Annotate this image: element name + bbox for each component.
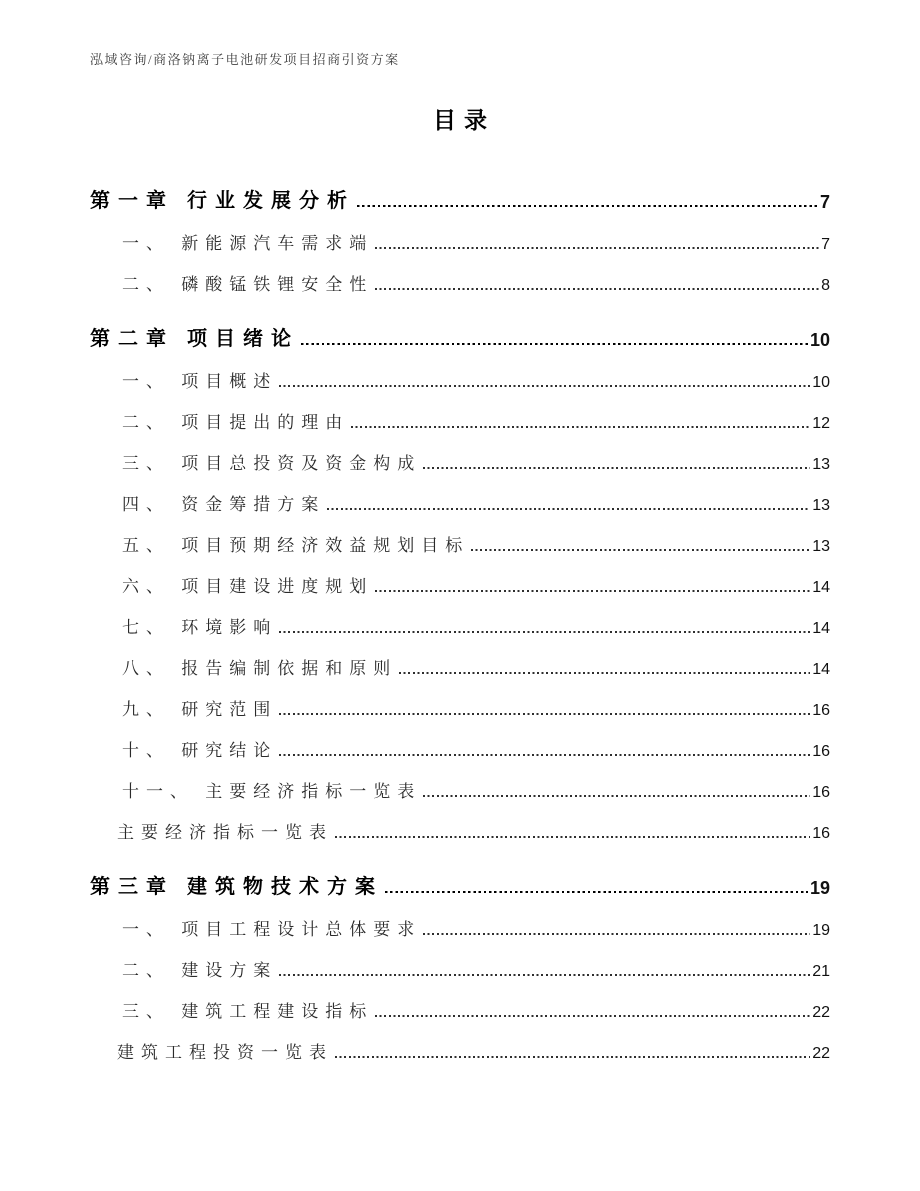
- toc-entry-page: 22: [812, 1045, 830, 1062]
- toc-entry[interactable]: [90, 213, 830, 254]
- toc-entry-label: 十一、 主要经济指标一览表: [122, 782, 422, 801]
- toc-entry-page: 16: [812, 743, 830, 760]
- toc-entry-page: 7: [819, 192, 830, 212]
- toc-entry-label: 第三章 建筑物技术方案: [90, 876, 383, 898]
- toc-entry[interactable]: [90, 556, 830, 597]
- toc-entry-page: 16: [812, 702, 830, 719]
- toc-entry-label: 九、 研究范围: [122, 700, 278, 719]
- toc-entry-label: 十、 研究结论: [122, 741, 278, 760]
- toc-dot-leader: [279, 631, 810, 633]
- toc-dot-leader: [423, 467, 810, 469]
- toc-entry-label: 第一章 行业发展分析: [90, 190, 355, 212]
- toc-entry-label: 七、 环境影响: [122, 618, 278, 637]
- toc-entry-label: 第二章 项目绪论: [90, 328, 299, 350]
- page-title: 目录: [433, 108, 495, 133]
- toc-entry-label: 三、 项目总投资及资金构成: [122, 454, 422, 473]
- toc-entry-page: 10: [809, 330, 830, 350]
- toc-dot-leader: [279, 974, 810, 976]
- toc-entry-page: 16: [812, 784, 830, 801]
- toc-entry-label: 建筑工程投资一览表: [117, 1043, 333, 1062]
- toc-entry-label: 六、 项目建设进度规划: [122, 577, 374, 596]
- toc-entry-label: 二、 项目提出的理由: [122, 413, 350, 432]
- toc-dot-leader: [375, 1015, 810, 1017]
- toc-entry[interactable]: [90, 802, 830, 843]
- toc-entry-page: 14: [812, 620, 830, 637]
- toc-entry[interactable]: [90, 981, 830, 1022]
- toc-entry-label: 四、 资金筹措方案: [122, 495, 326, 514]
- toc-entry-page: 14: [812, 579, 830, 596]
- toc-entry-label: 二、 建设方案: [122, 961, 278, 980]
- toc-entry-label: 主要经济指标一览表: [117, 823, 333, 842]
- toc-dot-leader: [375, 288, 819, 290]
- toc-dot-leader: [351, 426, 810, 428]
- toc-entry[interactable]: [90, 940, 830, 981]
- toc-dot-leader: [327, 508, 810, 510]
- toc-entry-page: 7: [821, 236, 830, 253]
- toc-entry-label: 二、 磷酸锰铁锂安全性: [122, 275, 374, 294]
- toc-entry-label: 八、 报告编制依据和原则: [122, 659, 398, 678]
- toc-entry[interactable]: [90, 720, 830, 761]
- toc-entry[interactable]: [90, 679, 830, 720]
- toc-entry[interactable]: [90, 433, 830, 474]
- toc-entry[interactable]: [90, 597, 830, 638]
- toc-dot-leader: [279, 713, 810, 715]
- toc-entry-label: 一、 项目概述: [122, 372, 278, 391]
- toc-dot-leader: [385, 891, 808, 893]
- toc-dot-leader: [279, 754, 810, 756]
- toc-entry[interactable]: [90, 638, 830, 679]
- toc-entry[interactable]: [90, 351, 830, 392]
- toc-entry-page: 10: [812, 374, 830, 391]
- toc-entry-page: 19: [812, 922, 830, 939]
- toc-dot-leader: [375, 247, 819, 249]
- toc-entry-label: 五、 项目预期经济效益规划目标: [122, 536, 470, 555]
- toc-entry[interactable]: [90, 474, 830, 515]
- table-of-contents: [90, 167, 830, 1063]
- toc-entry-page: 16: [812, 825, 830, 842]
- toc-dot-leader: [301, 343, 808, 345]
- toc-entry[interactable]: [90, 761, 830, 802]
- toc-entry-page: 14: [812, 661, 830, 678]
- toc-entry[interactable]: [90, 515, 830, 556]
- toc-entry[interactable]: [90, 167, 830, 213]
- toc-entry[interactable]: [90, 305, 830, 351]
- toc-entry-page: 13: [812, 497, 830, 514]
- toc-entry[interactable]: [90, 1022, 830, 1063]
- toc-dot-leader: [399, 672, 810, 674]
- toc-dot-leader: [471, 549, 810, 551]
- toc-dot-leader: [279, 385, 810, 387]
- toc-dot-leader: [335, 836, 810, 838]
- toc-entry[interactable]: [90, 254, 830, 295]
- toc-dot-leader: [423, 933, 810, 935]
- toc-entry-page: 12: [812, 415, 830, 432]
- toc-entry-page: 19: [809, 878, 830, 898]
- toc-entry-page: 13: [812, 456, 830, 473]
- toc-entry-page: 21: [812, 963, 830, 980]
- toc-entry-page: 8: [821, 277, 830, 294]
- toc-entry-label: 三、 建筑工程建设指标: [122, 1002, 374, 1021]
- toc-entry-label: 一、 新能源汽车需求端: [122, 234, 374, 253]
- toc-dot-leader: [375, 590, 810, 592]
- toc-dot-leader: [423, 795, 810, 797]
- toc-entry[interactable]: [90, 392, 830, 433]
- toc-entry-page: 22: [812, 1004, 830, 1021]
- document-header: 泓域咨询/商洛钠离子电池研发项目招商引资方案: [90, 52, 400, 67]
- toc-entry-label: 一、 项目工程设计总体要求: [122, 920, 422, 939]
- toc-entry-page: 13: [812, 538, 830, 555]
- toc-dot-leader: [335, 1056, 810, 1058]
- toc-dot-leader: [357, 205, 818, 207]
- toc-entry[interactable]: [90, 853, 830, 899]
- toc-entry[interactable]: [90, 899, 830, 940]
